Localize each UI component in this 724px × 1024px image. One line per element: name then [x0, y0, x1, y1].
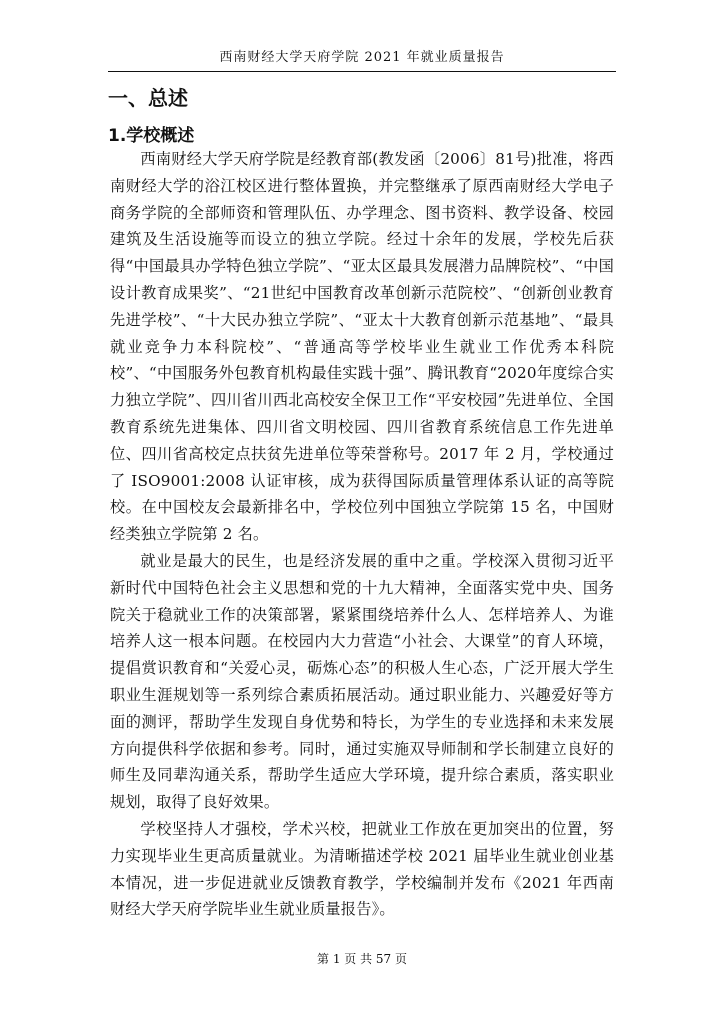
- paragraph-employment-work: 就业是最大的民生，也是经济发展的重中之重。学校深入贯彻习近平新时代中国特色社会主义思想和党的十九大精神，全面落实党中央、国务院关于稳就业工作的决策部署，紧紧围绕培养什么人、怎样培养人、为谁培养人这一根本问题。在校园内大力营造“小社会、大课堂”的育人环境，提倡赏识教育和“关爱心灵，砺炼心态”的积极人生心态，广泛开展大学生职业生涯规划等一系列综合素质拓展活动。通过职业能力、兴趣爱好等方面的测评，帮助学生发现自身优势和特长，为学生的专业选择和未来发展方向提供科学依据和参考。同时，通过实施双导师制和学长制建立良好的师生及同辈沟通关系，帮助学生适应大学环境，提升综合素质，落实职业规划，取得了良好效果。: [110, 551, 614, 812]
- paragraph-report-purpose: 学校坚持人才强校，学术兴校，把就业工作放在更加突出的位置，努力实现毕业生更高质量就业。为清晰描述学校 2021 届毕业生就业创业基本情况，进一步促进就业反馈教育教学，学校编制并发布《2021 年西南财经大学天府学院毕业生就业质量报告》。: [110, 819, 614, 919]
- body-text: [110, 146, 614, 923]
- section-heading: 一、总述: [108, 86, 188, 110]
- paragraph-school-overview: 西南财经大学天府学院是经教育部(教发函〔2006〕81号)批准，将西南财经大学的浴江校区进行整体置换，并完整继承了原西南财经大学电子商务学院的全部师资和管理队伍、办学理念、图书资料、教学设备、校园建筑及生活设施等而设立的独立学院。经过十余年的发展，学校先后获得“中国最具办学特色独立学院”、“亚太区最具发展潜力品牌院校”、“中国设计教育成果奖”、“21世纪中国教育改革创新示范院校”、“创新创业教育先进学校”、“十大民办独立学院”、“亚太十大教育创新示范基地”、“最具就业竞争力本科院校”、“普通高等学校毕业生就业工作优秀本科院校”、“中国服务外包教育机构最佳实践十强”、腾讯教育“2020年度综合实力独立学院”、四川省川西北高校安全保卫工作“平安校园”先进单位、全国教育系统先进集体、四川省文明校园、四川省教育系统信息工作先进单位、四川省高校定点扶贫先进单位等荣誉称号。2017 年 2 月，学校通过了 ISO9001:2008 认证审核，成为获得国际质量管理体系认证的高等院校。在中国校友会最新排名中，学校位列中国独立学院第 15 名，中国财经类独立学院第 2 名。: [110, 150, 614, 544]
- running-header: 西南财经大学天府学院 2021 年就业质量报告: [108, 46, 616, 72]
- page-number-footer: 第 1 页 共 57 页: [317, 952, 407, 966]
- subsection-heading: 1.学校概述: [108, 126, 195, 146]
